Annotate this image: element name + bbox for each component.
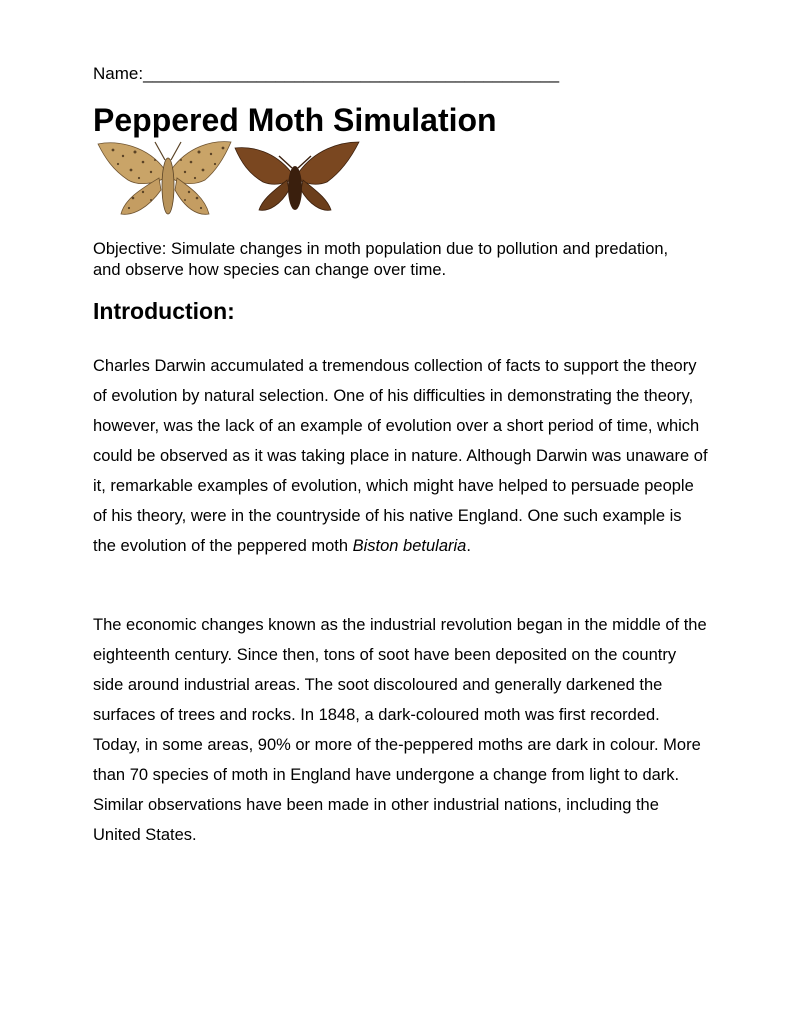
dark-peppered-moth-icon [235, 142, 359, 210]
paragraph-1-end: . [466, 537, 471, 555]
objective-text: Objective: Simulate changes in moth population due to pollution and predation, and observe how species can change over time. [93, 240, 669, 279]
page-title: Peppered Moth Simulation [93, 102, 497, 138]
species-name: Biston betularia [352, 537, 467, 555]
light-peppered-moth-icon [98, 142, 231, 215]
introduction-paragraph-2: The economic changes known as the industrial revolution began in the middle of the eighteenth century. Since then, tons of soot have been deposited on the country side around industrial areas. The soot discoloured and generally darkened the surfaces of trees and rocks. In 1848, a dark-coloured moth was first recorded. Today, in some areas, 90% or more of the-peppered moths are dark in colour. More than 70 species of moth in England have undergone a change from light to dark. Similar observations have been made in other industrial nations, including the United States. [93, 616, 707, 844]
introduction-paragraph-1 [93, 351, 708, 561]
moths-image [93, 138, 363, 220]
introduction-heading: Introduction: [93, 298, 235, 324]
paragraph-1-text: Charles Darwin accumulated a tremendous collection of facts to support the theory of evolution by natural selection. One of his difficulties in demonstrating the theory, however, was the lack of an example of evolution over a short period of time, which could be observed as it was taking place in nature. Although Darwin was unaware of it, remarkable examples of evolution, which might have helped to persuade people of his theory, were in the countryside of his native England. One such example is the evolution of the peppered moth [93, 357, 708, 555]
name-field-line: Name:____________________________________________ [93, 64, 560, 83]
